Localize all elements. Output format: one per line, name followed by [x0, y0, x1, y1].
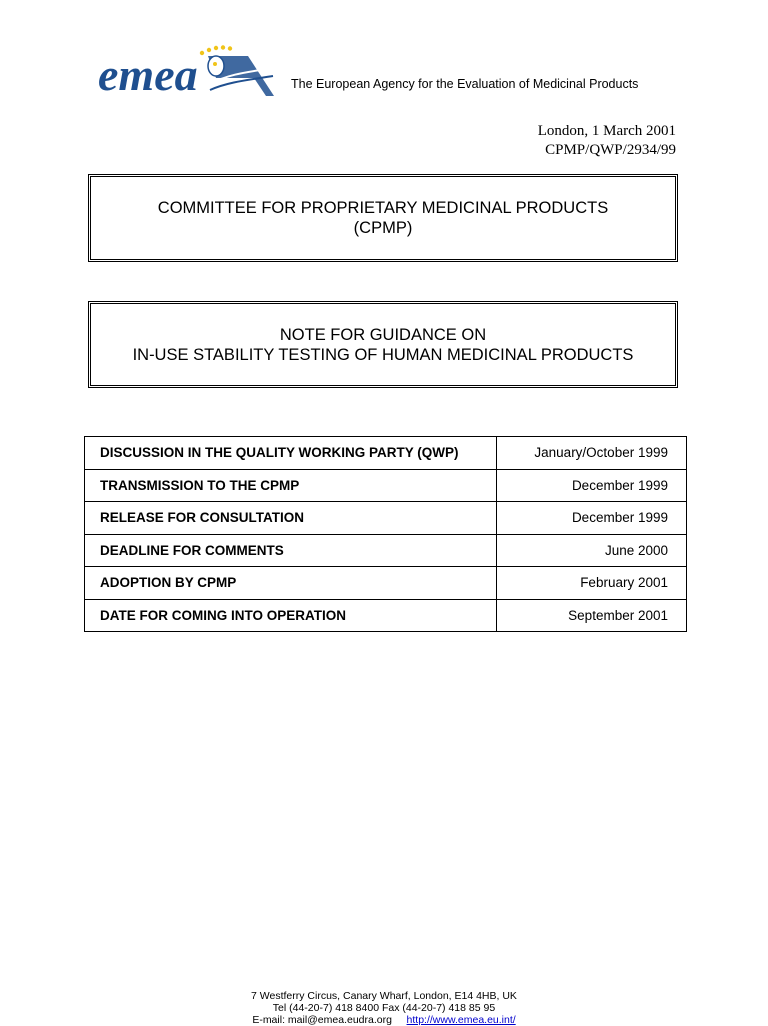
- table-row: [85, 502, 687, 535]
- milestone-date: June 2000: [497, 534, 687, 567]
- milestone-event: TRANSMISSION TO THE CPMP: [85, 469, 497, 502]
- committee-box: [88, 174, 678, 262]
- footer-contact: [0, 1014, 768, 1026]
- committee-name: COMMITTEE FOR PROPRIETARY MEDICINAL PRODUCTS: [157, 199, 609, 217]
- milestone-event: ADOPTION BY CPMP: [85, 567, 497, 600]
- table-row: [85, 599, 687, 632]
- stars: [200, 45, 232, 55]
- agency-name: The European Agency for the Evaluation of Medicinal Products: [291, 77, 639, 91]
- milestone-date: December 1999: [497, 502, 687, 535]
- milestone-date: September 2001: [497, 599, 687, 632]
- footer-address: 7 Westferry Circus, Canary Wharf, London, E14 4HB, UK: [251, 990, 517, 1002]
- committee-abbrev: (CPMP): [353, 219, 413, 237]
- milestone-event: DISCUSSION IN THE QUALITY WORKING PARTY (QWP): [85, 437, 497, 470]
- table-row: [85, 437, 687, 470]
- logo-wordmark: emea: [98, 49, 198, 100]
- milestones-table: [84, 436, 687, 632]
- milestone-event: RELEASE FOR CONSULTATION: [85, 502, 497, 535]
- table-row: [85, 534, 687, 567]
- title-box: [88, 301, 678, 388]
- milestone-date: January/October 1999: [497, 437, 687, 470]
- table-row: [85, 567, 687, 600]
- emea-logo: [98, 44, 278, 104]
- footer-email: E-mail: mail@emea.eudra.org: [252, 1014, 392, 1026]
- title-line-2: IN-USE STABILITY TESTING OF HUMAN MEDICINAL PRODUCTS: [132, 345, 634, 364]
- footer-phone: Tel (44-20-7) 418 8400 Fax (44-20-7) 418 85 95: [272, 1002, 496, 1014]
- reference-number: CPMP/QWP/2934/99: [545, 142, 676, 158]
- title-line-1: NOTE FOR GUIDANCE ON: [279, 325, 487, 344]
- milestone-event: DATE FOR COMING INTO OPERATION: [85, 599, 497, 632]
- table-row: [85, 469, 687, 502]
- document-reference: [538, 122, 676, 160]
- footer: [0, 990, 768, 1026]
- milestone-event: DEADLINE FOR COMMENTS: [85, 534, 497, 567]
- milestone-date: February 2001: [497, 567, 687, 600]
- footer-website-link[interactable]: http://www.emea.eu.int/: [406, 1014, 516, 1026]
- milestone-date: December 1999: [497, 469, 687, 502]
- place-date: London, 1 March 2001: [537, 123, 676, 139]
